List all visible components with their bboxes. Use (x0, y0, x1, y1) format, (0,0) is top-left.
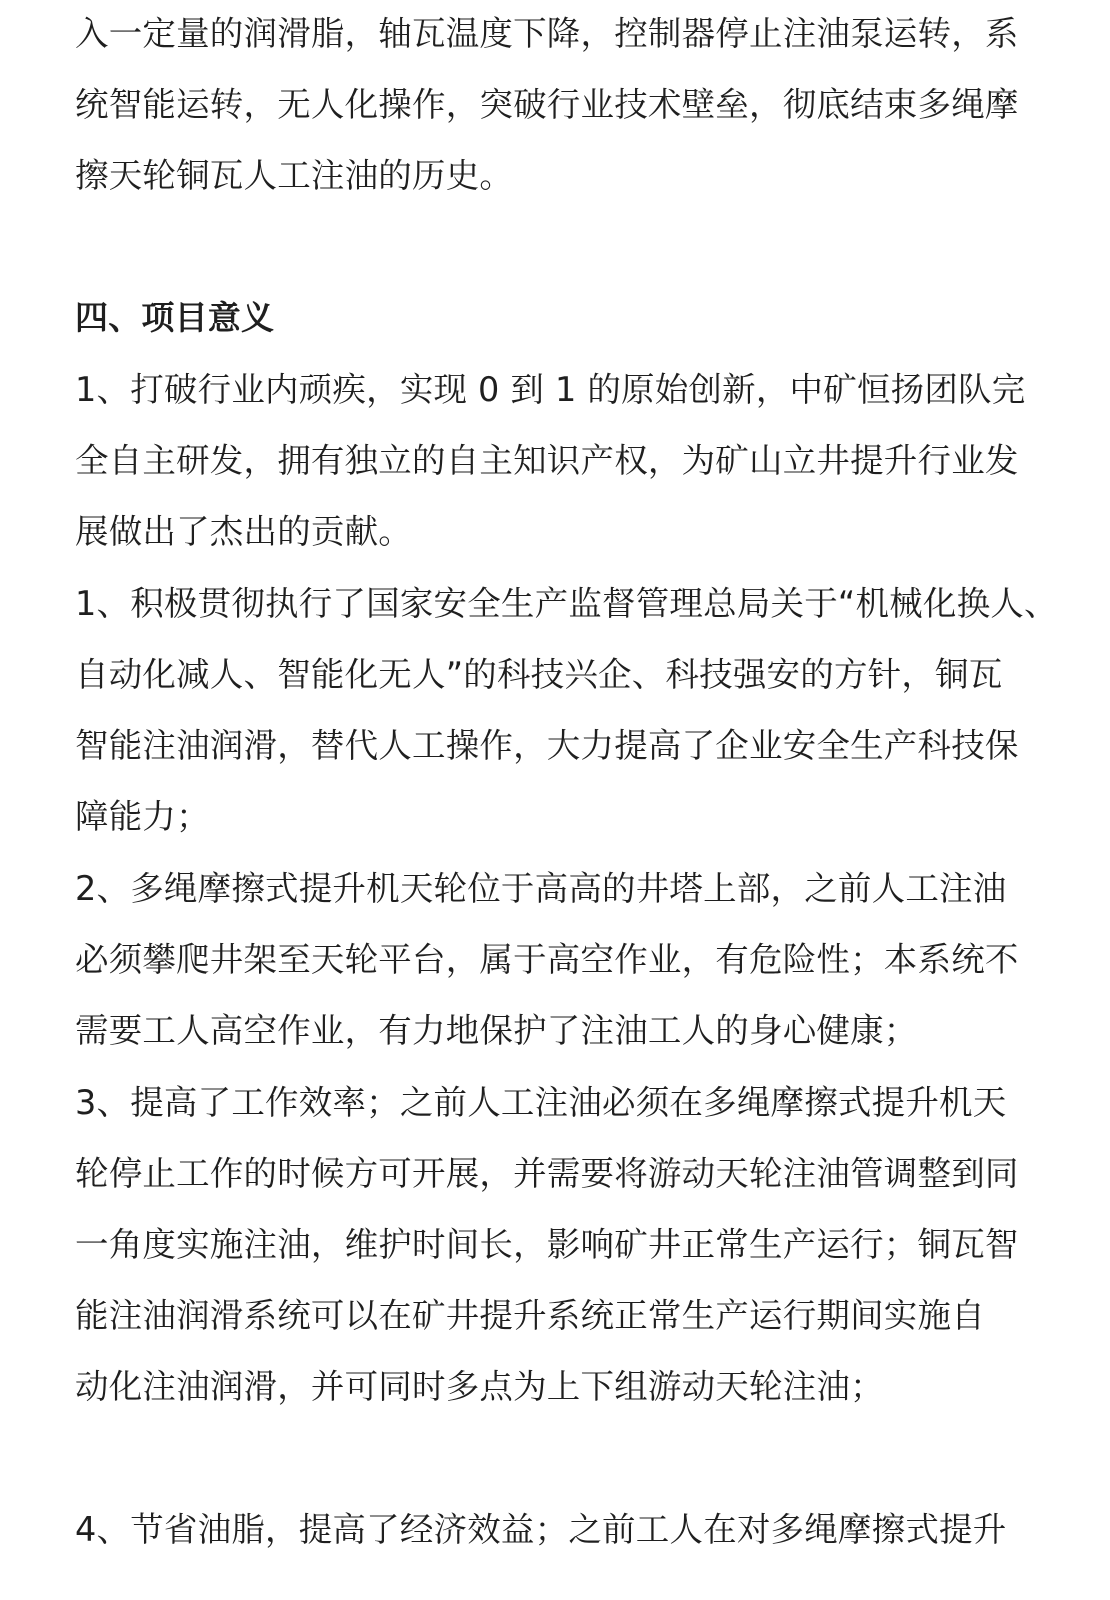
text-line: 能注油润滑系统可以在矿井提升系统正常生产运行期间实施自 (75, 1296, 985, 1335)
text-line: 动化注油润滑，并可同时多点为上下组游动天轮注油； (75, 1367, 884, 1406)
text-line: 需要工人高空作业，有力地保护了注油工人的身心健康； (75, 1011, 918, 1050)
text-line: 自动化减人、智能化无人”的科技兴企、科技强安的方针，铜瓦 (75, 655, 1003, 694)
text-line: 轮停止工作的时候方可开展，并需要将游动天轮注油管调整到同 (75, 1154, 1019, 1193)
text-line: 统智能运转，无人化操作，突破行业技术壁垒，彻底结束多绳摩 (75, 85, 1019, 124)
text-line: 1、打破行业内顽疾，实现 0 到 1 的原始创新，中矿恒扬团队完 (75, 370, 1026, 409)
text-line: 1、积极贯彻执行了国家安全生产监督管理总局关于“机械化换人、 (75, 584, 1058, 623)
text-line: 2、多绳摩擦式提升机天轮位于高高的井塔上部，之前人工注油 (75, 869, 1007, 908)
text-line: 4、节省油脂，提高了经济效益；之前工人在对多绳摩擦式提升 (75, 1510, 1007, 1549)
text-line: 全自主研发，拥有独立的自主知识产权，为矿山立井提升行业发 (75, 441, 1019, 480)
text-line: 智能注油润滑，替代人工操作，大力提高了企业安全生产科技保 (75, 726, 1019, 765)
text-line: 3、提高了工作效率；之前人工注油必须在多绳摩擦式提升机天 (75, 1083, 1007, 1122)
section-heading: 四、项目意义 (75, 298, 275, 337)
text-line: 必须攀爬井架至天轮平台，属于高空作业，有危险性；本系统不 (75, 940, 1019, 979)
text-line: 擦天轮铜瓦人工注油的历史。 (75, 156, 514, 195)
text-line: 展做出了杰出的贡献。 (75, 512, 412, 551)
text-line: 入一定量的润滑脂，轴瓦温度下降，控制器停止注油泵运转，系 (75, 14, 1019, 53)
text-line: 一角度实施注油，维护时间长，影响矿井正常生产运行；铜瓦智 (75, 1225, 1019, 1264)
text-line: 障能力； (75, 797, 210, 836)
